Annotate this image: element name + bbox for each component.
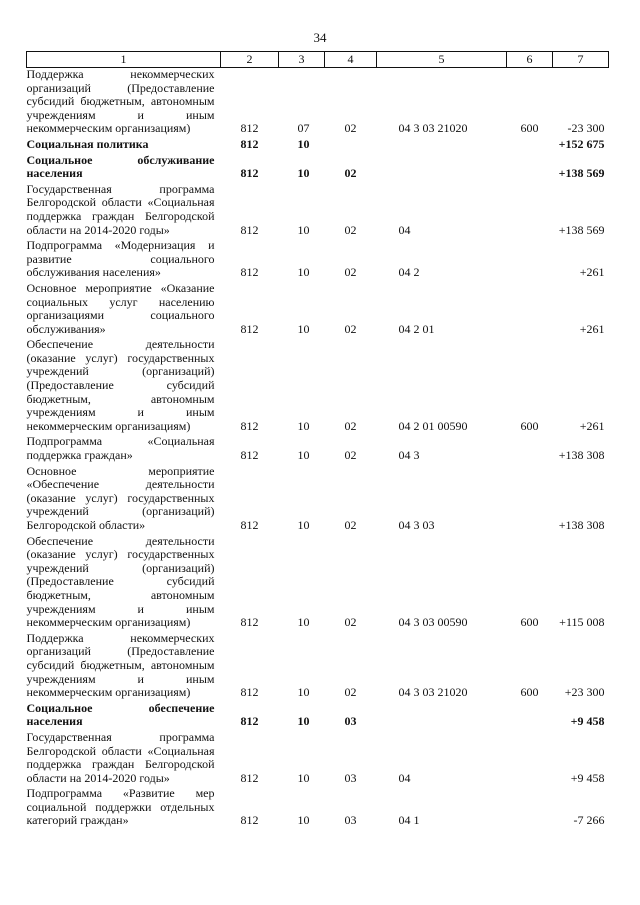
cell-section: 10 — [297, 813, 310, 828]
cell-ministry-code: 812 — [240, 615, 259, 630]
cell-subsection: 02 — [344, 615, 357, 630]
table-row — [27, 700, 609, 729]
cell-target-article: 04 — [398, 222, 411, 237]
table-row — [27, 630, 609, 700]
cell-description: Обеспечение деятельности (оказание услуг) государственных учреждений (организаций) (Предоставление субсидий бюджетным, автономным учреждениям и иным некоммерческим организациям) — [26, 533, 215, 630]
table-row — [27, 336, 609, 433]
cell-expense-type: 600 — [520, 685, 539, 700]
cell-section: 10 — [297, 136, 310, 151]
cell-amount: +138 308 — [558, 518, 605, 532]
cell-target-article: 04 3 03 00590 — [398, 615, 468, 630]
cell-amount: +152 675 — [558, 136, 605, 151]
cell-description: Основное мероприятие «Оказание социальных услуг населению организациями социального обслуживания» — [26, 280, 215, 336]
table-row — [27, 533, 609, 630]
cell-subsection — [325, 136, 377, 152]
header-col-3: 3 — [279, 52, 325, 68]
header-col-1: 1 — [27, 52, 221, 68]
cell-description: Поддержка некоммерческих организаций (Предоставление субсидий бюджетным, автономным учреждениям и иным некоммерческим организациям) — [26, 630, 215, 700]
cell-subsection: 03 — [344, 770, 357, 785]
table-header-row — [27, 52, 609, 68]
cell-subsection: 02 — [344, 222, 357, 237]
cell-ministry-code: 812 — [240, 770, 259, 785]
cell-target-article: 04 3 03 — [398, 518, 435, 532]
cell-amount: +261 — [579, 418, 605, 433]
cell-section: 10 — [297, 166, 310, 181]
cell-subsection: 02 — [344, 448, 357, 463]
page-number: 34 — [313, 30, 327, 45]
cell-section: 10 — [297, 615, 310, 630]
cell-amount: -7 266 — [573, 813, 605, 828]
header-col-7: 7 — [553, 52, 609, 68]
cell-subsection: 03 — [344, 813, 357, 828]
cell-ministry-code: 812 — [240, 685, 259, 700]
cell-description: Основное мероприятие «Обеспечение деятельности (оказание услуг) государственных учреждений (организаций) Белгородской области» — [26, 463, 215, 532]
cell-ministry-code: 812 — [240, 448, 259, 463]
cell-expense-type — [507, 785, 553, 828]
cell-target-article: 04 2 01 00590 — [398, 418, 468, 433]
cell-description: Подпрограмма «Модернизация и развитие социального обслуживания населения» — [26, 238, 215, 280]
cell-expense-type: 600 — [520, 121, 539, 136]
cell-expense-type: 600 — [520, 615, 539, 630]
table-row — [27, 181, 609, 237]
table-row — [27, 68, 609, 136]
cell-expense-type — [507, 280, 553, 336]
cell-description: Обеспечение деятельности (оказание услуг) государственных учреждений (организаций) (Предоставление субсидий бюджетным, автономным учреждениям и иным некоммерческим организациям) — [26, 337, 215, 433]
cell-subsection: 02 — [344, 518, 357, 532]
cell-ministry-code: 812 — [240, 265, 259, 280]
cell-ministry-code: 812 — [240, 121, 259, 136]
cell-section: 10 — [297, 265, 310, 280]
cell-amount: +261 — [579, 321, 605, 336]
header-col-5: 5 — [377, 52, 507, 68]
cell-ministry-code: 812 — [240, 714, 259, 729]
cell-expense-type — [507, 136, 553, 152]
cell-amount: +9 458 — [570, 714, 605, 729]
cell-ministry-code: 812 — [240, 222, 259, 237]
cell-target-article: 04 3 03 21020 — [398, 685, 468, 700]
table-row — [27, 237, 609, 280]
cell-subsection: 02 — [344, 166, 357, 181]
cell-amount: +261 — [579, 265, 605, 280]
cell-section: 10 — [297, 770, 310, 785]
cell-amount: +138 569 — [558, 166, 605, 181]
budget-table — [26, 51, 609, 828]
cell-amount: +23 300 — [564, 685, 605, 700]
cell-ministry-code: 812 — [240, 813, 259, 828]
cell-section: 10 — [297, 418, 310, 433]
cell-section: 10 — [297, 518, 310, 532]
cell-subsection: 02 — [344, 121, 357, 136]
cell-subsection: 03 — [344, 714, 357, 729]
cell-ministry-code: 812 — [240, 321, 259, 336]
cell-target-article — [377, 152, 507, 181]
cell-subsection: 02 — [344, 321, 357, 336]
header-col-4: 4 — [325, 52, 377, 68]
cell-target-article: 04 3 03 21020 — [398, 121, 468, 136]
table-row — [27, 280, 609, 336]
cell-target-article: 04 1 — [398, 813, 420, 828]
cell-expense-type — [507, 729, 553, 785]
cell-section: 10 — [297, 448, 310, 463]
cell-ministry-code: 812 — [240, 166, 259, 181]
table-row — [27, 433, 609, 462]
cell-amount: -23 300 — [567, 121, 605, 136]
cell-description: Государственная программа Белгородской области «Социальная поддержка граждан Белгородской области на 2014-2020 годы» — [26, 181, 215, 237]
cell-target-article: 04 — [398, 770, 411, 785]
cell-description: Социальное обеспечение населения — [26, 700, 215, 729]
header-col-2: 2 — [221, 52, 279, 68]
cell-section: 10 — [297, 685, 310, 700]
cell-amount: +115 008 — [559, 615, 605, 630]
cell-expense-type — [507, 181, 553, 237]
cell-description: Подпрограмма «Социальная поддержка граждан» — [26, 434, 215, 463]
cell-expense-type — [507, 237, 553, 280]
cell-target-article — [377, 700, 507, 729]
cell-description: Поддержка некоммерческих организаций (Предоставление субсидий бюджетным, автономным учреждениям и иным некоммерческим организациям) — [26, 67, 215, 136]
cell-ministry-code: 812 — [240, 518, 259, 532]
cell-section: 10 — [297, 321, 310, 336]
cell-ministry-code: 812 — [240, 418, 259, 433]
cell-target-article — [377, 136, 507, 152]
cell-description: Государственная программа Белгородской области «Социальная поддержка граждан Белгородской области на 2014-2020 годы» — [26, 729, 215, 785]
cell-amount: +9 458 — [570, 770, 605, 785]
cell-expense-type — [507, 433, 553, 462]
cell-amount: +138 308 — [558, 448, 605, 463]
table-row — [27, 136, 609, 152]
cell-section: 10 — [297, 222, 310, 237]
cell-target-article: 04 2 — [398, 265, 420, 280]
cell-subsection: 02 — [344, 685, 357, 700]
cell-subsection: 02 — [344, 418, 357, 433]
cell-expense-type — [507, 463, 553, 533]
cell-expense-type: 600 — [520, 418, 539, 433]
cell-subsection: 02 — [344, 265, 357, 280]
table-row — [27, 463, 609, 533]
cell-target-article: 04 3 — [398, 448, 420, 463]
cell-description: Подпрограмма «Развитие мер социальной поддержки отдельных категорий граждан» — [26, 786, 215, 828]
table-row — [27, 729, 609, 785]
cell-section: 07 — [297, 121, 310, 136]
cell-section: 10 — [297, 714, 310, 729]
cell-description: Социальное обслуживание населения — [26, 152, 215, 181]
cell-amount: +138 569 — [558, 222, 605, 237]
cell-expense-type — [507, 700, 553, 729]
cell-description: Социальная политика — [26, 136, 149, 151]
header-col-6: 6 — [507, 52, 553, 68]
cell-ministry-code: 812 — [240, 136, 259, 151]
cell-target-article: 04 2 01 — [398, 321, 435, 336]
cell-expense-type — [507, 152, 553, 181]
table-body — [27, 68, 609, 829]
table-row — [27, 152, 609, 181]
table-row — [27, 785, 609, 828]
